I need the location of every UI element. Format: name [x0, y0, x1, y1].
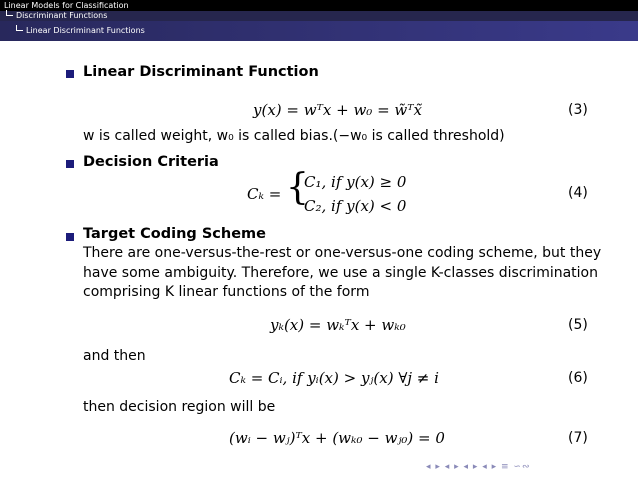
equation-4-number: (4) — [568, 185, 588, 201]
decision-region-text: then decision region will be — [83, 399, 276, 415]
bullet-square-icon — [66, 233, 74, 241]
equation-7-number: (7) — [568, 430, 588, 446]
decision-lhs: Cₖ = — [247, 185, 282, 203]
tree-connector-icon — [16, 25, 23, 31]
tree-connector-icon — [6, 10, 13, 16]
section-heading-decision-criteria: Decision Criteria — [83, 154, 219, 170]
equation-6: Cₖ = Cᵢ, if yᵢ(x) > yⱼ(x) ∀j ≠ i — [229, 369, 439, 387]
left-brace-icon: { — [286, 167, 309, 208]
weight-bias-note: w is called weight, w₀ is called bias.(−w₀ is called threshold) — [83, 128, 505, 144]
section-heading-target-coding: Target Coding Scheme — [83, 226, 266, 242]
equation-3: y(x) = wᵀx + w₀ = w̃ᵀx̃ — [253, 101, 422, 119]
bullet-square-icon — [66, 70, 74, 78]
equation-6-number: (6) — [568, 370, 588, 386]
paragraph-line-3: comprising K linear functions of the form — [83, 284, 370, 300]
paragraph-line-1: There are one-versus-the-rest or one-versus-one coding scheme, but they — [83, 245, 602, 261]
section-heading-linear-discriminant: Linear Discriminant Function — [83, 64, 319, 80]
equation-3-number: (3) — [568, 102, 588, 118]
breadcrumb-level3[interactable]: Linear Discriminant Functions — [0, 21, 638, 41]
decision-case-1: C₁, if y(x) ≥ 0 — [304, 173, 407, 191]
and-then-text: and then — [83, 348, 146, 364]
bullet-square-icon — [66, 160, 74, 168]
breadcrumb-level1[interactable]: Linear Models for Classification — [0, 0, 638, 11]
equation-5-number: (5) — [568, 317, 588, 333]
breadcrumb-level2[interactable]: Discriminant Functions — [0, 11, 638, 21]
equation-7: (wᵢ − wⱼ)ᵀx + (wₖ₀ − wⱼ₀) = 0 — [229, 429, 445, 447]
decision-case-2: C₂, if y(x) < 0 — [304, 197, 407, 215]
navigation-controls-icon[interactable]: ◂ ▸ ◂ ▸ ◂ ▸ ◂ ▸ ≡ ∽∾ — [426, 462, 531, 472]
equation-5: yₖ(x) = wₖᵀx + wₖ₀ — [270, 316, 406, 334]
paragraph-line-2: have some ambiguity. Therefore, we use a single K-classes discrimination — [83, 265, 598, 281]
